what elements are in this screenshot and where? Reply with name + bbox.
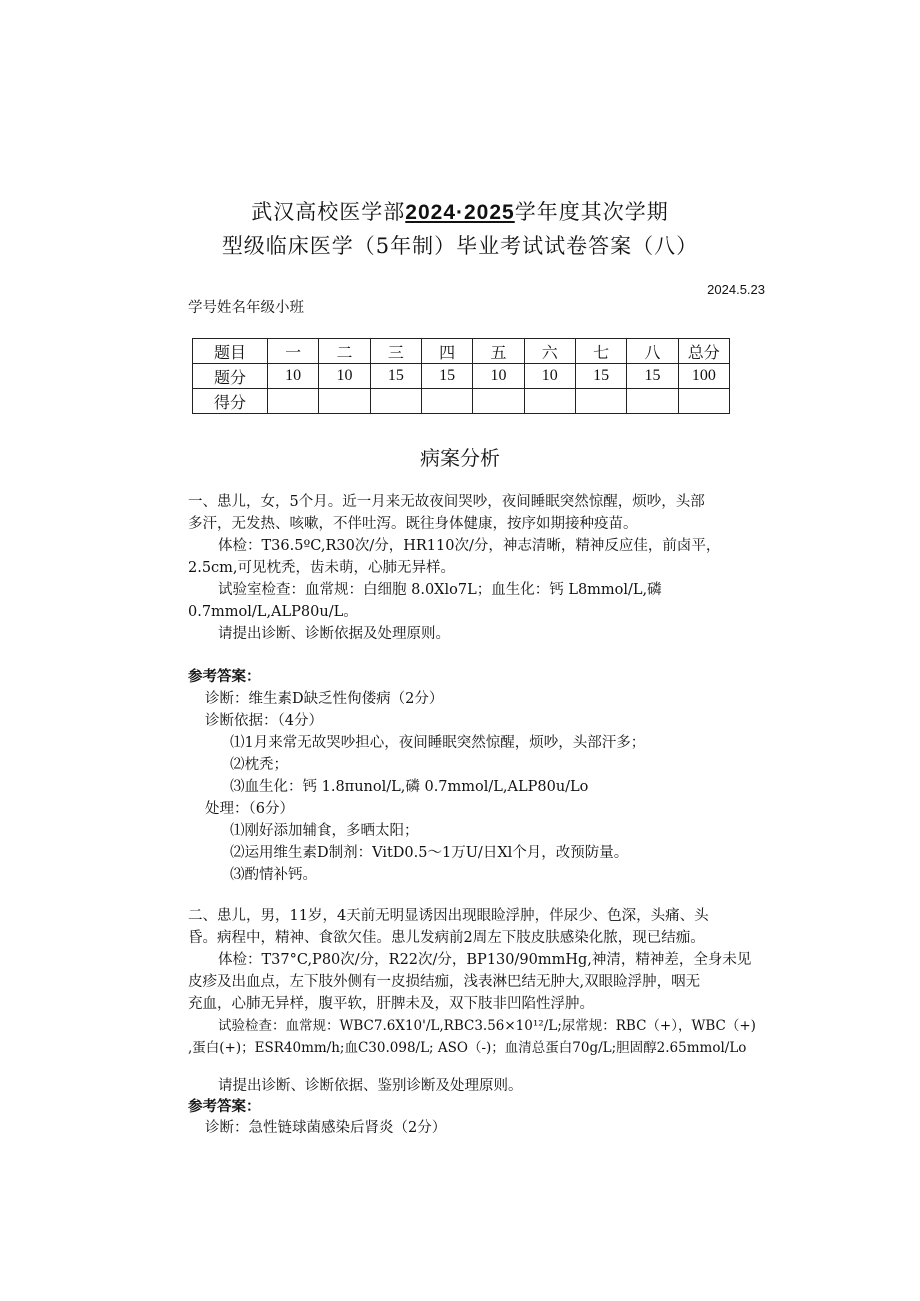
table-cell: 五 bbox=[473, 339, 524, 364]
table-cell: 10 bbox=[268, 364, 319, 389]
q2-exam-line-2: 皮疹及出血点，左下肢外侧有一皮损结痂，浅表淋巴结无肿大,双眼睑浮肿，咽无 bbox=[188, 974, 701, 990]
table-cell: 四 bbox=[421, 339, 472, 364]
a1-basis-item: ⑴1月来常无故哭吵担心，夜间睡眠突然惊醒，烦吵，头部汗多； bbox=[230, 735, 646, 751]
q1-exam-line-1: 体检：T36.5ºC,R30次/分，HR110次/分，神志清晰，精神反应佳，前卤平， bbox=[218, 538, 721, 554]
score-entry-cell[interactable] bbox=[678, 389, 729, 414]
q2-exam-line-1: 体检：T37°C,P80次/分，R22次/分，BP130/90mmHg,神清，精神差，全身未见 bbox=[218, 952, 752, 968]
row-label: 题分 bbox=[193, 364, 268, 389]
exam-date: 2024.5.23 bbox=[707, 282, 765, 297]
a1-diagnosis: 诊断：维生素D缺乏性佝偻病（2分） bbox=[205, 691, 444, 707]
q1-line-2: 多汗，无发热、咳嗽，不伴吐泻。既往身体健康，按序如期接种疫苗。 bbox=[188, 516, 638, 532]
q1-exam-line-2: 2.5cm,可见枕秃，齿未萌，心肺无异样。 bbox=[188, 560, 456, 576]
table-cell: 二 bbox=[319, 339, 370, 364]
a1-treatment-item: ⑶酌情补钙。 bbox=[230, 867, 317, 883]
table-cell: 八 bbox=[627, 339, 678, 364]
section-title: 病案分析 bbox=[420, 446, 500, 470]
table-cell: 一 bbox=[268, 339, 319, 364]
a1-treatment-heading: 处理：（6分） bbox=[205, 801, 294, 817]
student-info-line: 学号姓名年级小班 bbox=[188, 300, 304, 316]
score-entry-cell[interactable] bbox=[319, 389, 370, 414]
table-cell: 15 bbox=[370, 364, 421, 389]
q2-exam-line-3: 充血，心肺无异样，腹平软，肝脾未及，双下肢非凹陷性浮肿。 bbox=[188, 996, 594, 1012]
table-cell: 15 bbox=[627, 364, 678, 389]
a1-heading: 参考答案： bbox=[188, 669, 261, 685]
table-cell: 总分 bbox=[678, 339, 729, 364]
table-cell: 15 bbox=[575, 364, 626, 389]
score-entry-cell[interactable] bbox=[575, 389, 626, 414]
q2-line-1: 二、患儿，男，11岁，4天前无明显诱因出现眼睑浮肿，伴尿少、色深，头痛、头 bbox=[188, 908, 709, 924]
q1-question: 请提出诊断、诊断依据及处理原则。 bbox=[218, 626, 450, 642]
a1-basis-item: ⑶血生化：钙 1.8πunol/L,磷 0.7mmol/L,ALP80u/Lo bbox=[230, 779, 589, 795]
table-cell: 100 bbox=[678, 364, 729, 389]
q1-lab-line-1: 试验室检查：血常规：白细胞 8.0Xlo7L；血生化：钙 L8mmol/L,磷 bbox=[218, 582, 662, 598]
score-entry-cell[interactable] bbox=[370, 389, 421, 414]
table-cell: 三 bbox=[370, 339, 421, 364]
a1-treatment-item: ⑴刚好添加辅食，多晒太阳； bbox=[230, 823, 419, 839]
table-row-points bbox=[193, 364, 730, 389]
table-cell: 10 bbox=[524, 364, 575, 389]
a1-basis-item: ⑵枕秃； bbox=[230, 757, 288, 773]
table-cell: 10 bbox=[473, 364, 524, 389]
a2-diagnosis: 诊断：急性链球菌感染后肾炎（2分） bbox=[205, 1120, 447, 1136]
q2-question: 请提出诊断、诊断依据、鉴别诊断及处理原则。 bbox=[218, 1078, 523, 1094]
page-title: 武汉高校医学部2024·2025学年度其次学期 bbox=[251, 200, 669, 224]
table-row-questions bbox=[193, 339, 730, 364]
q1-lab-line-2: 0.7mmol/L,ALP80u/L。 bbox=[188, 604, 358, 620]
academic-year: 2024·2025 bbox=[405, 201, 515, 224]
a1-treatment-item: ⑵运用维生素D制剂：VitD0.5〜1万U/日Xl个月，改预防量。 bbox=[230, 845, 629, 861]
table-row-score bbox=[193, 389, 730, 414]
q2-lab-line-1: 试验检查：血常规：WBC7.6X10'/L,RBC3.56×10¹²/L;尿常规：RBC（+），WBC（+) bbox=[218, 1018, 756, 1034]
score-entry-cell[interactable] bbox=[473, 389, 524, 414]
row-label: 题目 bbox=[193, 339, 268, 364]
q2-line-2: 昏。病程中，精神、食欲欠佳。患儿发病前2周左下肢皮肤感染化脓，现已结痂。 bbox=[188, 930, 705, 946]
q1-line-1: 一、患儿，女，5个月。近一月来无故夜间哭吵，夜间睡眠突然惊醒，烦吵，头部 bbox=[188, 494, 705, 510]
a2-heading: 参考答案： bbox=[188, 1099, 261, 1115]
q2-lab-line-2: ,蛋白(+)；ESR40mm/h;血C30.098/L; ASO（-)；血清总蛋白70g/L;胆固醇2.65mmol/Lo bbox=[188, 1040, 747, 1056]
score-entry-cell[interactable] bbox=[268, 389, 319, 414]
score-entry-cell[interactable] bbox=[627, 389, 678, 414]
score-table bbox=[192, 338, 730, 414]
score-entry-cell[interactable] bbox=[421, 389, 472, 414]
score-entry-cell[interactable] bbox=[524, 389, 575, 414]
table-cell: 15 bbox=[421, 364, 472, 389]
a1-basis-heading: 诊断依据：（4分） bbox=[205, 713, 323, 729]
page-subtitle: 型级临床医学（5年制）毕业考试试卷答案（八） bbox=[221, 234, 699, 258]
table-cell: 六 bbox=[524, 339, 575, 364]
table-cell: 七 bbox=[575, 339, 626, 364]
table-cell: 10 bbox=[319, 364, 370, 389]
row-label: 得分 bbox=[193, 389, 268, 414]
